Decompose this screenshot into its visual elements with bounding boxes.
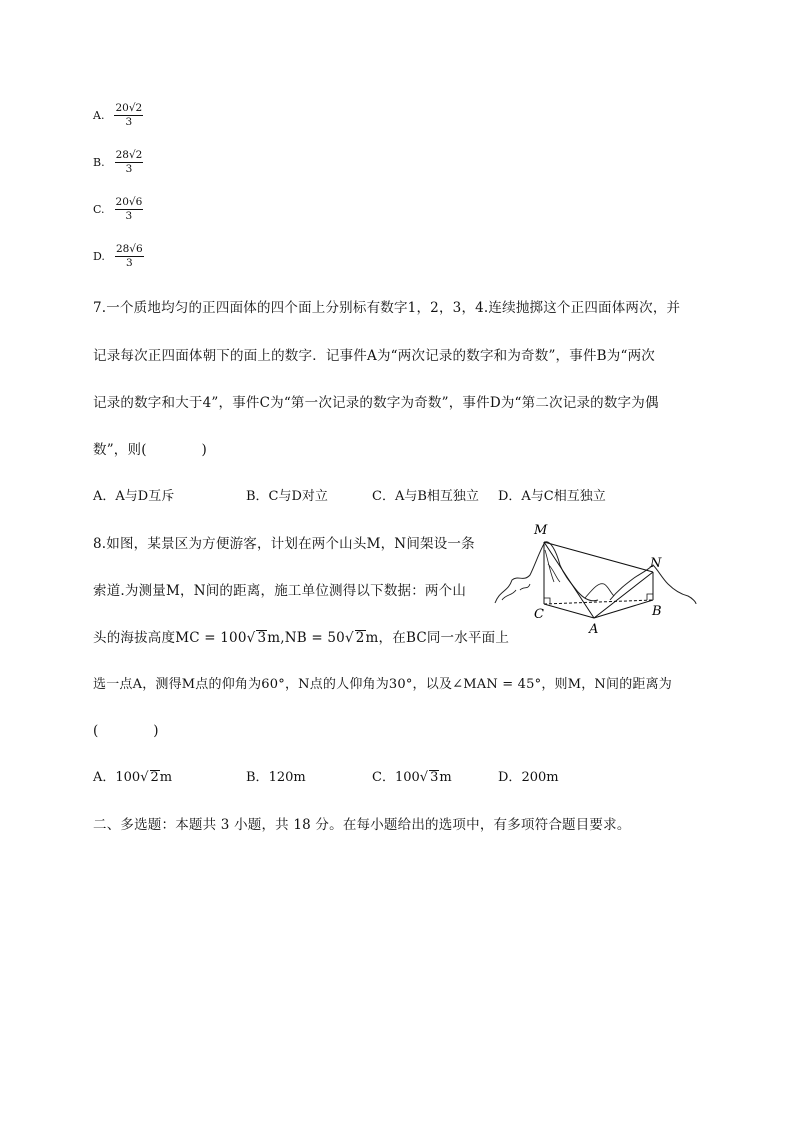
- sqrt-symbol: √: [344, 630, 354, 646]
- sqrt-radicand: 2: [150, 770, 159, 785]
- q8-option-a: [93, 766, 172, 785]
- q7-option-b: B．C与D对立: [246, 489, 328, 504]
- option-d: [93, 244, 144, 269]
- numerator: 28√6: [115, 243, 143, 255]
- denominator: 3: [125, 210, 133, 222]
- label-a: A: [589, 622, 599, 637]
- denominator: 3: [125, 257, 133, 269]
- sqrt-symbol: √: [419, 770, 429, 785]
- fraction: [115, 197, 144, 222]
- q8-line-3: [93, 626, 509, 646]
- q8-line-5: ( ): [93, 723, 159, 739]
- numerator: 20√6: [115, 196, 143, 208]
- option-value: 120m: [268, 770, 306, 785]
- option-letter: A．: [93, 770, 116, 785]
- q8-line-2: 索道.为测量M，N间的距离，施工单位测得以下数据：两个山: [93, 583, 467, 599]
- option-unit: m: [159, 770, 173, 785]
- option-letter: C．: [372, 770, 395, 785]
- fraction: [115, 150, 144, 175]
- option-letter: D.: [93, 250, 105, 263]
- q8-line-1: 8.如图，某景区为方便游客，计划在两个山头M，N间架设一条: [93, 536, 475, 552]
- left-mountain-outline: [495, 542, 598, 603]
- segment-na: [594, 572, 653, 618]
- q7-line-1: 7.一个质地均匀的正四面体的四个面上分别标有数字1，2，3，4.连续抛掷这个正四面体两次，并: [93, 300, 681, 316]
- q8-option-c: [372, 766, 452, 785]
- q8-line-3-part: m，在BC同一水平面上: [365, 630, 510, 646]
- q7-line-2: 记录每次正四面体朝下的面上的数字．记事件A为“两次记录的数字和为奇数”，事件B为“两次: [93, 348, 655, 364]
- sqrt-symbol: √: [140, 770, 149, 785]
- fraction: [114, 103, 143, 128]
- label-b: B: [652, 604, 662, 619]
- option-letter: D．: [498, 770, 522, 785]
- label-c: C: [534, 607, 544, 622]
- middle-hill: [585, 584, 614, 598]
- sqrt-symbol: √: [246, 630, 256, 646]
- option-c: [93, 197, 143, 222]
- option-letter: B．: [246, 770, 269, 785]
- q7-option-c: C．A与B相互独立: [372, 489, 479, 504]
- segment-ab: [594, 600, 653, 618]
- q8-line-3-part: m,NB = 50: [267, 630, 345, 646]
- segment-cb-dashed: [544, 600, 653, 604]
- q7-option-d: D．A与C相互独立: [498, 489, 606, 504]
- q8-line-3-part: 头的海拔高度MC = 100: [93, 630, 247, 646]
- denominator: 3: [125, 116, 133, 128]
- sqrt-radicand: 3: [430, 770, 439, 785]
- option-a: [93, 103, 143, 128]
- option-b: [93, 150, 143, 175]
- right-angle-c: [544, 598, 550, 604]
- denominator: 3: [125, 163, 133, 175]
- option-value: 200m: [521, 770, 559, 785]
- section-2-heading: 二、多选题：本题共 3 小题，共 18 分。在每小题给出的选项中，有多项符合题目要求。: [93, 817, 631, 833]
- fraction: [115, 244, 144, 269]
- q8-figure: [490, 520, 700, 640]
- numerator: 28√2: [115, 149, 143, 161]
- right-angle-b: [647, 594, 653, 600]
- left-mountain-detail: [502, 584, 530, 600]
- option-value: 100: [115, 770, 141, 785]
- label-m: M: [534, 523, 548, 538]
- option-letter: C.: [93, 203, 105, 216]
- q8-line-4: 选一点A，测得M点的仰角为60°，N点的人仰角为30°，以及∠MAN = 45°，则M，N间的距离为: [93, 677, 673, 692]
- label-n: N: [650, 556, 662, 571]
- q8-option-b: [246, 766, 306, 785]
- option-value: 100: [394, 770, 420, 785]
- option-unit: m: [439, 770, 452, 785]
- q7-line-4: 数”，则( ): [93, 442, 207, 458]
- sqrt-radicand: 2: [355, 630, 365, 646]
- option-letter: B.: [93, 156, 105, 169]
- numerator: 20√2: [115, 102, 143, 114]
- q8-option-d: [498, 766, 559, 785]
- option-letter: A.: [93, 109, 105, 122]
- q7-option-a: A．A与D互斥: [93, 489, 175, 504]
- sqrt-radicand: 3: [257, 630, 267, 646]
- q7-line-3: 记录的数字和大于4”，事件C为“第一次记录的数字为奇数”，事件D为“第二次记录的数字为偶: [93, 395, 659, 411]
